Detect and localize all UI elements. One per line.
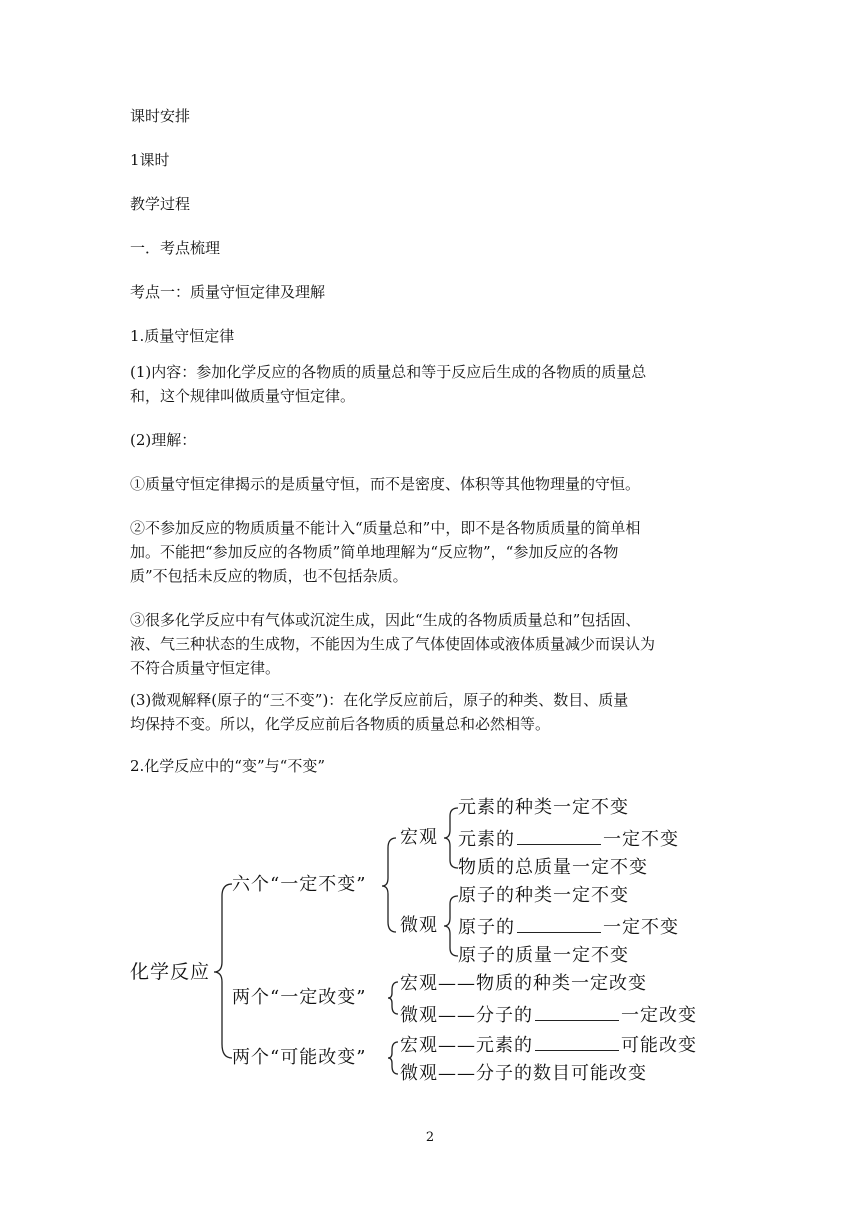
- possible-brace: [388, 1042, 398, 1074]
- blank-line: [517, 915, 601, 933]
- root-brace: [214, 884, 232, 1058]
- tree-six-invariants: 六个“一定不变”: [232, 874, 367, 895]
- blank-line: [535, 1033, 619, 1051]
- paragraph-micro-explanation: (3)微观解释(原子的“三不变”)：在化学反应前后，原子的种类、数目、质量 均保持不变。所以，化学反应前后各物质的质量总和必然相等。: [130, 691, 629, 733]
- tree-micro-item-3: 原子的质量一定不变: [458, 945, 629, 966]
- heading-point-one: 考点一：质量守恒定律及理解: [130, 283, 326, 301]
- page-number: 2: [425, 1130, 435, 1145]
- tree-two-changes: 两个“一定改变”: [232, 987, 367, 1008]
- blank-line: [517, 827, 601, 845]
- paragraph-content: (1)内容：参加化学反应的各物质的质量总和等于反应后生成的各物质的质量总 和，这个规律叫做质量守恒定律。: [130, 363, 647, 405]
- heading-law: 1.质量守恒定律: [130, 327, 235, 345]
- change-brace: [388, 982, 398, 1014]
- section-label-schedule: 课时安排: [130, 107, 191, 125]
- paragraph-understanding-3: ③很多化学反应中有气体或沉淀生成，因此“生成的各物质质量总和”包括固、 液、气三种状态的生成物，不能因为生成了气体使固体或液体质量减少而误认为 不符合质量守恒定律。: [130, 611, 656, 677]
- paragraph-understanding-label: (2)理解：: [130, 431, 197, 449]
- heading-review: 一．考点梳理: [130, 239, 221, 257]
- tree-macro-item-2: 元素的 一定不变: [458, 829, 679, 850]
- section-label-process: 教学过程: [130, 195, 191, 213]
- tree-possible-item-2: 微观——分子的数目可能改变: [400, 1063, 647, 1084]
- tree-two-possible: 两个“可能改变”: [232, 1047, 367, 1068]
- tree-micro-item-2: 原子的 一定不变: [458, 917, 679, 938]
- tree-root: 化学反应: [130, 961, 211, 983]
- six-brace: [382, 838, 396, 932]
- paragraph-understanding-2: ②不参加反应的物质质量不能计入“质量总和”中，即不是各物质质量的简单相 加。不能把“参加反应的各物质”简单地理解为“反应物”，“参加反应的各物 质”不包括未反应的物质，也不包括杂质。: [130, 519, 641, 585]
- tree-change-item-1: 宏观——物质的种类一定改变: [400, 973, 647, 994]
- macro-brace: [444, 808, 458, 868]
- tree-micro-label: 微观: [400, 915, 438, 936]
- tree-change-item-2: 微观——分子的 一定改变: [400, 1005, 697, 1026]
- heading-change-invariant: 2.化学反应中的“变”与“不变”: [130, 757, 325, 775]
- micro-brace: [444, 896, 458, 956]
- schedule-value: 1课时: [130, 151, 170, 169]
- blank-line: [535, 1003, 619, 1021]
- paragraph-understanding-1: ①质量守恒定律揭示的是质量守恒，而不是密度、体积等其他物理量的守恒。: [130, 475, 641, 493]
- tree-macro-item-1: 元素的种类一定不变: [458, 797, 629, 818]
- tree-macro-label: 宏观: [400, 827, 438, 848]
- tree-micro-item-1: 原子的种类一定不变: [458, 885, 629, 906]
- tree-macro-item-3: 物质的总质量一定不变: [458, 857, 648, 878]
- tree-possible-item-1: 宏观——元素的 可能改变: [400, 1035, 697, 1056]
